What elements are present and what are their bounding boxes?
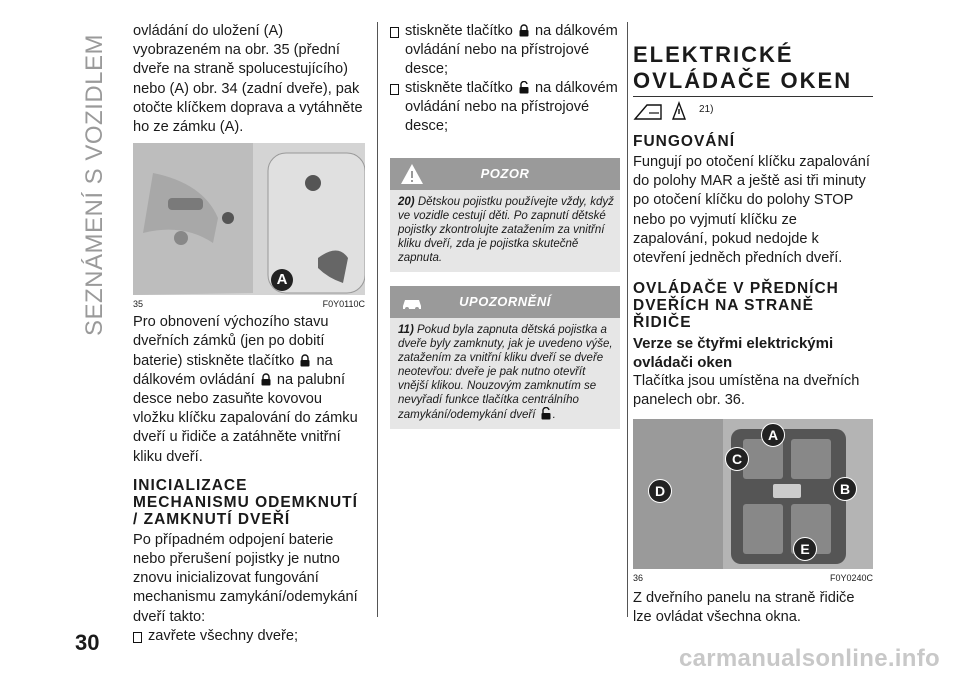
checkbox-bullet-icon — [390, 27, 399, 38]
list-item — [390, 22, 620, 79]
car-warning-icon — [400, 290, 424, 314]
sub-paragraph: Tlačítka jsou umístěna na dveřních panelech obr. 36. — [633, 373, 860, 409]
list-item-text — [405, 22, 620, 79]
reset-text-1: Pro obnovení výchozího stavu dveřních zámků (jen po dobití baterie) stiskněte tlačítko — [133, 314, 329, 369]
intro-paragraph: ovládání do uložení (A) vyobrazeném na obr. 35 (přední dveře na straně spolucestujícího) nebo (A) obr. 34 (zadní dveře), pak otočte klíčkem doprava a vytáhněte ho ze zámku (A). — [133, 23, 363, 136]
note-number: 20) — [398, 196, 415, 208]
lock-icon — [519, 24, 529, 37]
sub-heading: Verze se čtyřmi elektrickými ovládači oken — [633, 335, 834, 372]
pozor-text: Dětskou pojistku používejte vždy, když ve vozidle cestují děti. Po zapnutí dětské pojistky zkontrolujte zatažením za vnitřní kliku dveří, zda je pojistka skutečně zapnuta. — [398, 196, 614, 264]
note-number: 11) — [398, 324, 414, 336]
callout-label-d: D — [648, 479, 672, 503]
section-heading: INICIALIZACE MECHANISMU ODEMKNUTÍ / ZAMKNUTÍ DVEŘÍ — [133, 476, 358, 528]
door-lock-illustration — [133, 143, 365, 295]
upozorneni-title: UPOZORNĚNÍ — [459, 294, 551, 309]
figure-number: 35 — [133, 299, 144, 310]
column-divider — [377, 22, 378, 617]
list-item-text-b: na dálkovém ovládání nebo na přístrojové desce; — [405, 80, 618, 134]
closing-paragraph: Z dveřního panelu na straně řidiče lze ovládat všechna okna. — [633, 589, 855, 625]
checkbox-bullet-icon — [390, 84, 399, 95]
warning-triangle-icon — [400, 162, 424, 186]
list-item-text: zavřete všechny dveře; — [148, 627, 299, 644]
side-title — [80, 33, 110, 337]
icon-row — [633, 101, 873, 123]
checkbox-bullet-icon — [133, 632, 142, 643]
side-title-text: SEZNÁMENÍ S VOZIDLEM — [81, 33, 108, 337]
upozorneni-header — [390, 286, 620, 318]
list-item-text-a: stiskněte tlačítko — [405, 23, 513, 39]
figure-35 — [133, 143, 365, 310]
callout-label-c: C — [725, 447, 749, 471]
pozor-box — [390, 158, 620, 272]
upozorneni-text: Pokud byla zapnuta dětská pojistka a dveře byly zamknuty, jak je uvedeno výše, zatažením za vnitřní kliku dveří se dveře neotevřou: dveře je pak nutno otevřít vnější klikou. Nouzovým zamknutím se nevyřadí funkce tlačítka centrálního zamykání/odemykání dveří — [398, 324, 613, 421]
figure-36-image — [633, 419, 873, 569]
column-divider — [627, 22, 628, 617]
figure-code: F0Y0110C — [322, 299, 365, 310]
section-heading: OVLÁDAČE V PŘEDNÍCH DVEŘÍCH NA STRANĚ ŘIDIČE — [633, 280, 839, 332]
list-item-text-b: na dálkovém ovládání nebo na přístrojové desce; — [405, 23, 618, 77]
upozorneni-body: 11) Pokud byla zapnuta dětská pojistka a dveře byly zamknuty, jak je uvedeno výše, zatažením za vnitřní kliku dveří se dveře neotevřou: dveře je pak nutno otevřít vnější klikou. Nouzovým zamknutím se nevyřadí funkce tlačítka centrálního zamykání/odemykání dveří . — [390, 318, 620, 429]
pozor-title: POZOR — [480, 166, 530, 181]
list-item — [390, 79, 620, 136]
callout-label-b: B — [833, 477, 857, 501]
reference-number: 21) — [699, 104, 714, 115]
callout-label-e: E — [793, 537, 817, 561]
lock-icon — [261, 373, 271, 386]
section-heading: FUNGOVÁNÍ — [633, 133, 735, 150]
unlock-icon — [519, 81, 529, 94]
column-2 — [390, 22, 620, 429]
watermark: carmanualsonline.info — [678, 645, 940, 672]
callout-label: A — [271, 269, 293, 291]
unlock-icon — [541, 407, 551, 420]
list-item-text-a: stiskněte tlačítko — [405, 80, 513, 96]
figure-number: 36 — [633, 572, 644, 583]
pozor-header — [390, 158, 620, 190]
figure-36 — [633, 419, 873, 583]
list-item-text — [405, 79, 620, 136]
callout-label-a: A — [761, 423, 785, 447]
power-window-icon — [633, 101, 695, 121]
pozor-body — [390, 190, 620, 272]
figure-code: F0Y0240C — [829, 572, 873, 583]
list-item — [133, 627, 365, 646]
page-title: ELEKTRICKÉ OVLÁDAČE OKEN — [633, 42, 873, 97]
figure-35-image — [133, 143, 365, 295]
lock-icon — [300, 354, 310, 367]
reset-text-3: na palubní desce nebo zasuňte kovovou vložku klíčku zapalování do zámku dveří u řidiče a zatáhněte vnitřní kliku dveří. — [133, 371, 358, 465]
reset-paragraph — [133, 313, 365, 467]
fungovani-paragraph: Fungují po otočení klíčku zapalování do polohy MAR a ještě asi tři minuty po otočení klíčku do polohy STOP nebo po vyjmutí klíčku ze zapalování, pokud nedojde k otevření jedněch předních dveří. — [633, 154, 870, 267]
page-number: 30 — [75, 630, 100, 655]
column-1 — [133, 22, 365, 646]
column-3 — [633, 22, 873, 627]
upozorneni-box — [390, 286, 620, 429]
init-paragraph: Po případném odpojení baterie nebo přerušení pojistky je nutno znovu inicializovat fungování mechanismu zamykání/odemykání dveří takto: — [133, 531, 358, 625]
reset-text-2: na dálkovém ovládání — [133, 352, 333, 388]
